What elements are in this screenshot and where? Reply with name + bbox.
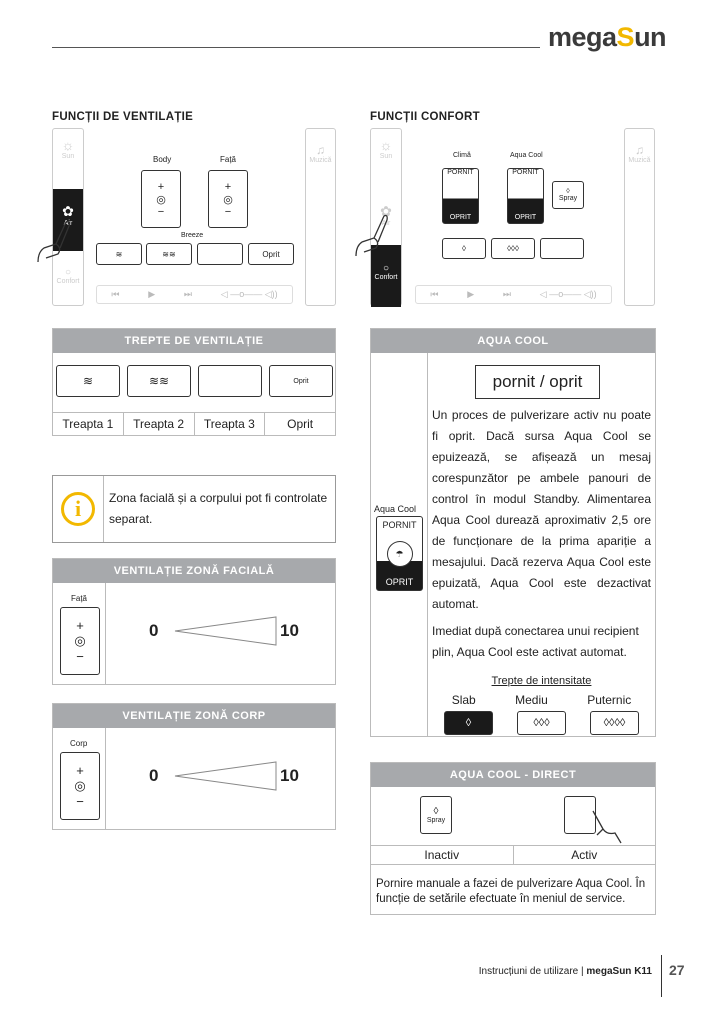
fan-icon: ✿ xyxy=(380,203,392,219)
fan-icon: ✿ xyxy=(62,203,74,219)
media-player[interactable]: ⏮ ▶ ⏭ ◁ —o—— ◁)) xyxy=(96,285,293,304)
body-zone-section xyxy=(52,703,336,830)
right-sidebar xyxy=(305,128,336,306)
intensity-2-button[interactable]: ◊◊◊ xyxy=(491,238,535,259)
step-2-icon: ≋≋ xyxy=(127,365,191,397)
aqua-cloud-icon: ☂ xyxy=(387,541,413,567)
level-label: Mediu xyxy=(515,693,548,707)
aqua-title: AQUA COOL xyxy=(371,329,655,353)
face-zone-title: VENTILAȚIE ZONĂ FACIALĂ xyxy=(53,559,335,583)
step-3-icon: ≋≋≋ xyxy=(198,365,262,397)
music-item[interactable]: ♫ Muzică xyxy=(625,143,654,164)
hand-pointer-icon xyxy=(589,809,623,845)
aqua-direct-section xyxy=(370,762,656,915)
confort-item[interactable]: ○ Confort xyxy=(53,267,83,285)
scale-wedge xyxy=(173,615,278,647)
drops-icon: ◊ xyxy=(577,806,583,817)
aqua-paragraph: Imediat după conectarea unui recipient plin, Aqua Cool este activat automat. xyxy=(432,624,639,659)
breeze-3-button[interactable]: ≋≋≋ xyxy=(197,243,243,265)
clima-label: Climă xyxy=(453,152,471,159)
drops-icon: ◊ xyxy=(433,806,439,817)
scale-min: 0 xyxy=(149,766,159,785)
intensity-title: Trepte de intensitate xyxy=(491,675,592,687)
breeze-label: Breeze xyxy=(181,232,204,239)
state-label: Activ xyxy=(571,848,598,862)
level-label: Puternic xyxy=(587,693,632,707)
direct-text: Pornire manuale a fazei de pulverizare Aqua Cool. În funcție de setările efectuate în meniul de service. xyxy=(376,878,646,905)
hand-pointer-icon xyxy=(354,212,394,262)
info-box xyxy=(52,475,336,543)
level-label: Slab xyxy=(451,693,476,707)
steps-title: TREPTE DE VENTILAȚIE xyxy=(53,329,335,353)
level-puternic-icon: ◊◊◊◊ xyxy=(590,711,639,735)
aqua-toggle-icon: PORNIT ☂ OPRIT xyxy=(376,516,423,591)
breeze-off-button[interactable]: Oprit xyxy=(248,243,294,265)
logo: megaSun xyxy=(548,22,667,52)
face-control[interactable]: + ◎ − xyxy=(208,170,248,228)
steps-table xyxy=(52,328,336,436)
sun-icon: ☼ xyxy=(61,137,75,153)
body-zone-title: VENTILAȚIE ZONĂ CORP xyxy=(53,704,335,728)
scale-max: 10 xyxy=(280,766,299,785)
sun-item[interactable]: ☼ Sun xyxy=(53,137,83,160)
step-label: Treapta 2 xyxy=(124,413,195,436)
sun-item[interactable]: ☼ Sun xyxy=(371,137,401,160)
face-label: Față xyxy=(71,594,88,603)
scale-min: 0 xyxy=(149,621,159,640)
drops-icon: ◊ xyxy=(566,188,570,195)
direct-title: AQUA COOL - DIRECT xyxy=(371,763,655,787)
step-label: Oprit xyxy=(287,417,314,431)
step-off-icon: Oprit xyxy=(269,365,333,397)
intensity-3-button[interactable]: ◊◊◊◊ xyxy=(540,238,584,259)
scale-max: 10 xyxy=(280,621,299,640)
spray-button[interactable]: ◊ Spray xyxy=(552,181,584,209)
footer-divider xyxy=(661,955,662,997)
body-control[interactable]: + ◎ − xyxy=(141,170,181,228)
footer-text: Instrucțiuni de utilizare | megaSun K11 xyxy=(478,966,652,977)
aqua-toggle[interactable]: PORNIT OPRIT xyxy=(507,168,544,224)
header-rule xyxy=(52,47,540,48)
body-control-icon: + ◎ − xyxy=(60,752,100,820)
level-slab-icon: ◊ xyxy=(444,711,493,735)
step-label: Treapta 3 xyxy=(195,413,266,436)
music-icon: ♫ xyxy=(316,143,325,157)
section-title: FUNCȚII DE VENTILAȚIE xyxy=(52,111,194,123)
scale-wedge xyxy=(173,760,278,792)
aqua-label: Aqua Cool xyxy=(510,152,543,159)
sun-icon: ☼ xyxy=(379,137,393,153)
face-control-icon: + ◎ − xyxy=(60,607,100,675)
clima-toggle[interactable]: PORNIT OPRIT xyxy=(442,168,479,224)
body-label: Body xyxy=(153,155,172,164)
media-player[interactable]: ⏮ ▶ ⏭ ◁ —o—— ◁)) xyxy=(415,285,612,304)
music-icon: ♫ xyxy=(635,143,644,157)
spray-inactive-icon: ◊ Spray xyxy=(420,796,452,834)
breeze-2-button[interactable]: ≋≋ xyxy=(146,243,192,265)
section-title: FUNCȚII CONFORT xyxy=(370,111,480,123)
music-item[interactable]: ♫ Muzică xyxy=(306,143,335,164)
body-label: Corp xyxy=(70,739,88,748)
info-icon: i xyxy=(61,492,95,526)
aqua-cool-section xyxy=(370,328,656,737)
spray-active-icon: ◊ Spray xyxy=(564,796,596,834)
air-item[interactable]: ✿ Air xyxy=(53,189,83,251)
breeze-1-button[interactable]: ≋ xyxy=(96,243,142,265)
confort-icon: ○ xyxy=(64,267,72,278)
level-mediu-icon: ◊◊◊ xyxy=(517,711,566,735)
step-label: Treapta 1 xyxy=(53,413,124,436)
on-off-label: pornit / oprit xyxy=(475,365,600,399)
right-sidebar xyxy=(624,128,655,306)
info-text: Zona facială și a corpului pot fi controlate separat. xyxy=(109,491,328,526)
air-item[interactable]: ✿ Air xyxy=(371,203,401,227)
page-number: 27 xyxy=(669,962,685,978)
intensity-1-button[interactable]: ◊ xyxy=(442,238,486,259)
hand-pointer-icon xyxy=(36,218,76,268)
confort-icon: ○ xyxy=(382,263,390,274)
confort-item[interactable]: ○ Confort xyxy=(371,245,401,307)
aqua-label: Aqua Cool xyxy=(374,504,417,514)
step-1-icon: ≋ xyxy=(56,365,120,397)
face-label: Față xyxy=(220,155,237,164)
state-label: Inactiv xyxy=(371,846,514,864)
aqua-paragraph: Un proces de pulverizare activ nu poate fi oprit. Dacă sursa Aqua Cool se epuizează, se afișează un mesaj corespunzător pe ambele panouri de control în modul Standby. Alimentarea Aqua Cool durează aproximativ 2,5 ore de funcționare de la prima apariție a mesajului. Dacă rezerva Aqua Cool este epuizată, Aqua Cool este dezactivat automat. xyxy=(432,408,651,611)
face-zone-section xyxy=(52,558,336,685)
left-sidebar xyxy=(52,128,84,306)
